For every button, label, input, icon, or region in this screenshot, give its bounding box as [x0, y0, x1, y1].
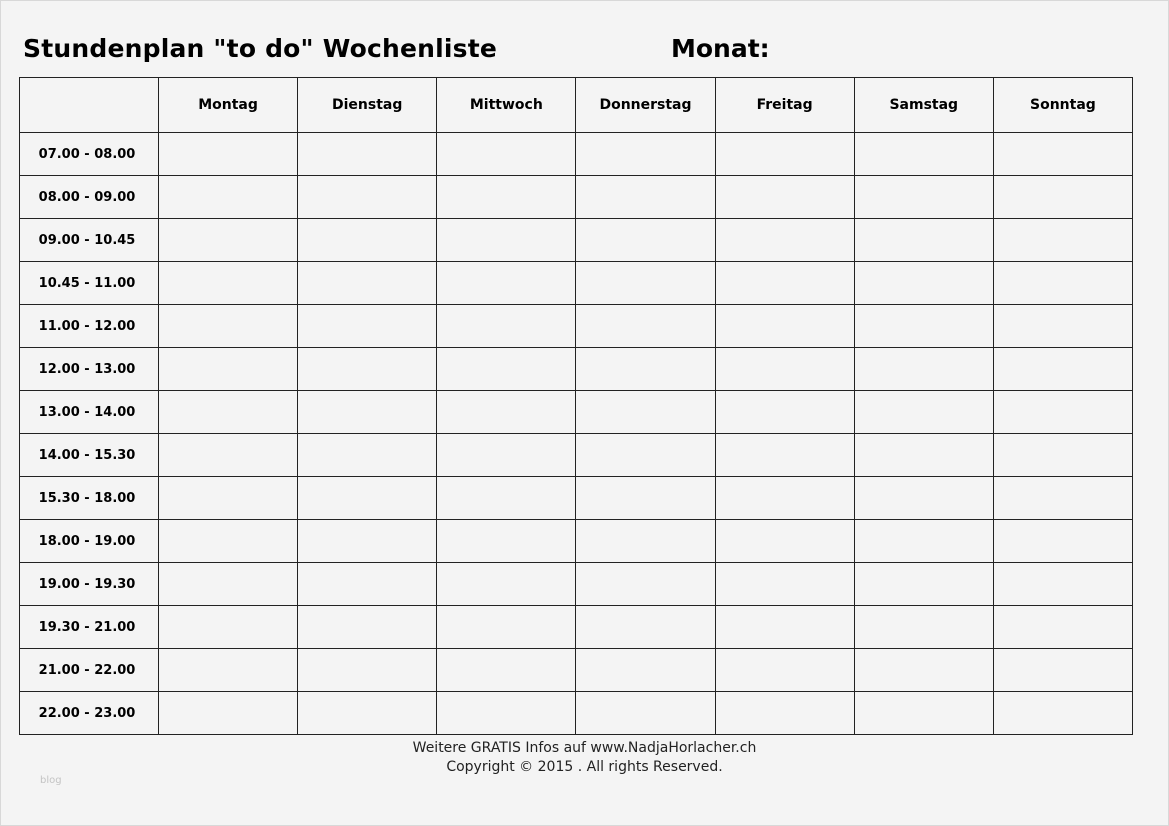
schedule-cell [298, 563, 437, 606]
table-row [20, 649, 1133, 692]
time-slot-label: 10.45 - 11.00 [20, 262, 159, 305]
table-row [20, 563, 1133, 606]
time-slot-label: 18.00 - 19.00 [20, 520, 159, 563]
schedule-cell [993, 305, 1132, 348]
watermark: blog [40, 775, 62, 786]
table-row [20, 305, 1133, 348]
schedule-cell [993, 477, 1132, 520]
schedule-cell [437, 305, 576, 348]
schedule-cell [854, 692, 993, 735]
schedule-cell [715, 606, 854, 649]
schedule-cell [993, 606, 1132, 649]
time-slot-label: 22.00 - 23.00 [20, 692, 159, 735]
schedule-cell [576, 305, 715, 348]
header-row [20, 78, 1133, 133]
schedule-cell [437, 477, 576, 520]
schedule-cell [854, 391, 993, 434]
schedule-cell [159, 434, 298, 477]
schedule-cell [854, 477, 993, 520]
schedule-cell [576, 563, 715, 606]
schedule-cell [298, 262, 437, 305]
schedule-cell [437, 348, 576, 391]
schedule-cell [576, 692, 715, 735]
schedule-cell [715, 391, 854, 434]
schedule-cell [576, 434, 715, 477]
schedule-cell [993, 219, 1132, 262]
schedule-cell [715, 477, 854, 520]
schedule-cell [854, 219, 993, 262]
schedule-table [19, 77, 1133, 735]
time-slot-label: 07.00 - 08.00 [20, 133, 159, 176]
schedule-cell [854, 649, 993, 692]
schedule-cell [854, 348, 993, 391]
schedule-cell [854, 176, 993, 219]
schedule-cell [159, 176, 298, 219]
table-row [20, 520, 1133, 563]
schedule-cell [715, 434, 854, 477]
time-slot-label: 21.00 - 22.00 [20, 649, 159, 692]
schedule-cell [854, 434, 993, 477]
time-slot-label: 14.00 - 15.30 [20, 434, 159, 477]
schedule-cell [854, 563, 993, 606]
schedule-cell [159, 606, 298, 649]
schedule-cell [437, 520, 576, 563]
table-row [20, 477, 1133, 520]
schedule-cell [993, 649, 1132, 692]
schedule-cell [159, 563, 298, 606]
table-row [20, 176, 1133, 219]
table-row [20, 434, 1133, 477]
schedule-cell [159, 391, 298, 434]
schedule-cell [298, 477, 437, 520]
time-slot-label: 13.00 - 14.00 [20, 391, 159, 434]
schedule-cell [576, 219, 715, 262]
schedule-cell [159, 262, 298, 305]
schedule-cell [298, 692, 437, 735]
time-slot-label: 11.00 - 12.00 [20, 305, 159, 348]
schedule-cell [298, 219, 437, 262]
schedule-cell [298, 434, 437, 477]
schedule-cell [159, 348, 298, 391]
schedule-cell [159, 692, 298, 735]
schedule-cell [437, 391, 576, 434]
schedule-cell [715, 305, 854, 348]
schedule-cell [298, 606, 437, 649]
footer-copyright: Copyright © 2015 . All rights Reserved. [446, 759, 723, 775]
schedule-cell [576, 477, 715, 520]
table-row [20, 133, 1133, 176]
schedule-cell [715, 219, 854, 262]
time-slot-label: 19.00 - 19.30 [20, 563, 159, 606]
schedule-cell [993, 520, 1132, 563]
schedule-cell [576, 391, 715, 434]
page-title: Stundenplan "to do" Wochenliste [23, 34, 498, 63]
time-slot-label: 15.30 - 18.00 [20, 477, 159, 520]
day-header: Montag [159, 78, 298, 133]
day-header: Freitag [715, 78, 854, 133]
schedule-cell [993, 563, 1132, 606]
footer-info: Weitere GRATIS Infos auf www.NadjaHorlacher.ch [412, 740, 757, 756]
schedule-cell [437, 219, 576, 262]
schedule-cell [715, 133, 854, 176]
schedule-cell [715, 348, 854, 391]
corner-cell [20, 78, 159, 133]
schedule-cell [437, 606, 576, 649]
schedule-cell [437, 434, 576, 477]
table-row [20, 219, 1133, 262]
schedule-cell [576, 348, 715, 391]
day-header: Mittwoch [437, 78, 576, 133]
day-header: Donnerstag [576, 78, 715, 133]
schedule-cell [715, 649, 854, 692]
schedule-cell [715, 563, 854, 606]
schedule-cell [715, 262, 854, 305]
schedule-cell [715, 176, 854, 219]
schedule-cell [437, 176, 576, 219]
schedule-cell [437, 262, 576, 305]
schedule-cell [576, 262, 715, 305]
schedule-cell [159, 133, 298, 176]
schedule-cell [715, 692, 854, 735]
schedule-cell [993, 692, 1132, 735]
schedule-cell [298, 305, 437, 348]
table-row [20, 391, 1133, 434]
schedule-cell [993, 262, 1132, 305]
day-header: Dienstag [298, 78, 437, 133]
day-header: Sonntag [993, 78, 1132, 133]
schedule-cell [993, 348, 1132, 391]
schedule-cell [298, 520, 437, 563]
schedule-cell [298, 176, 437, 219]
schedule-cell [437, 649, 576, 692]
time-slot-label: 09.00 - 10.45 [20, 219, 159, 262]
schedule-cell [854, 262, 993, 305]
time-slot-label: 08.00 - 09.00 [20, 176, 159, 219]
day-header: Samstag [854, 78, 993, 133]
table-row [20, 348, 1133, 391]
schedule-cell [993, 176, 1132, 219]
schedule-cell [576, 606, 715, 649]
schedule-cell [159, 477, 298, 520]
schedule-cell [576, 133, 715, 176]
schedule-cell [993, 434, 1132, 477]
schedule-cell [437, 133, 576, 176]
schedule-cell [854, 520, 993, 563]
time-slot-label: 12.00 - 13.00 [20, 348, 159, 391]
schedule-cell [159, 649, 298, 692]
schedule-cell [298, 348, 437, 391]
schedule-cell [854, 606, 993, 649]
schedule-cell [159, 219, 298, 262]
table-row [20, 262, 1133, 305]
schedule-cell [993, 391, 1132, 434]
schedule-cell [159, 305, 298, 348]
schedule-cell [576, 176, 715, 219]
schedule-cell [159, 520, 298, 563]
schedule-cell [854, 305, 993, 348]
schedule-cell [576, 649, 715, 692]
schedule-cell [437, 692, 576, 735]
schedule-cell [298, 391, 437, 434]
table-row [20, 692, 1133, 735]
table-row [20, 606, 1133, 649]
schedule-cell [298, 133, 437, 176]
schedule-cell [715, 520, 854, 563]
time-slot-label: 19.30 - 21.00 [20, 606, 159, 649]
schedule-cell [993, 133, 1132, 176]
schedule-cell [437, 563, 576, 606]
schedule-cell [298, 649, 437, 692]
schedule-cell [854, 133, 993, 176]
month-label: Monat: [671, 34, 770, 63]
schedule-cell [576, 520, 715, 563]
